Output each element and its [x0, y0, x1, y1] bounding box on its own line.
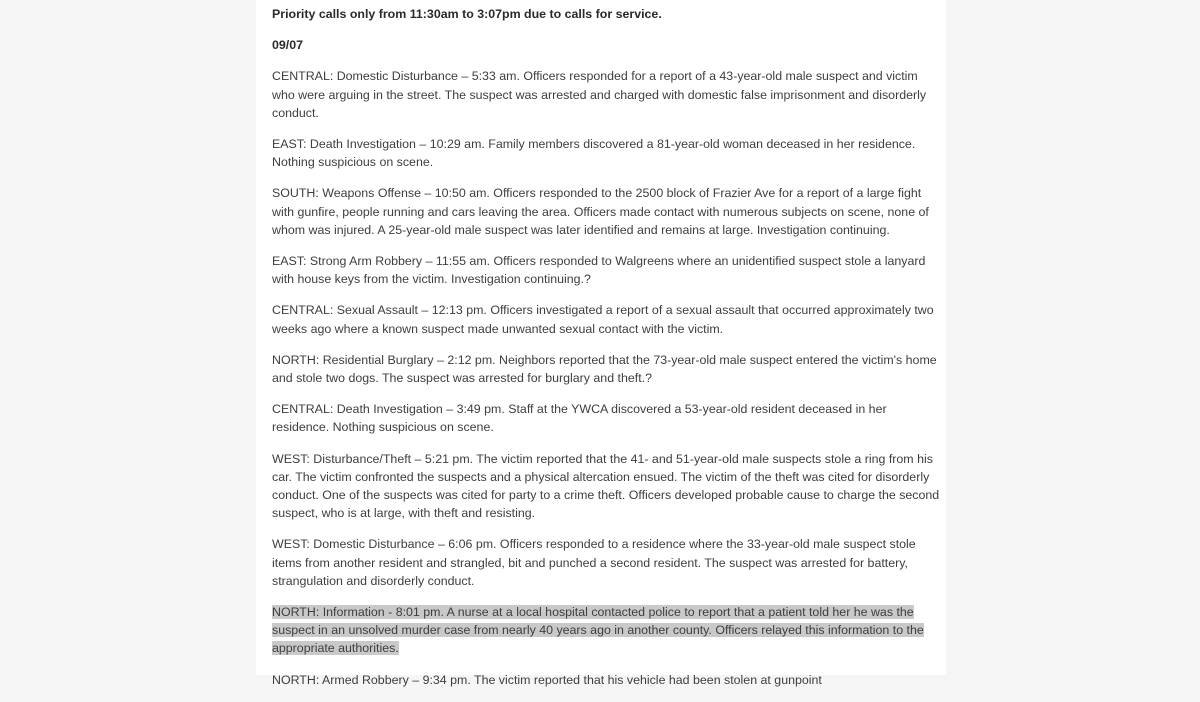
incident-entry: WEST: Disturbance/Theft – 5:21 pm. The victim reported that the 41- and 51-year-old male suspects stole a ring from his car. The victim confronted the suspects and a physical altercation ensued. The victim of the theft was cited for disorderly conduct. One of the suspects was cited for party to a crime theft. Officers developed probable cause to charge the second suspect, who is at large, with theft and resisting.: [272, 451, 940, 521]
text-selection-highlight: NORTH: Information - 8:01 pm. A nurse at a local hospital contacted police to report that a patient told her he was the suspect in an unsolved murder case from nearly 40 years ago in another county. Officers relayed this information to the appropriate authorities.: [272, 605, 924, 656]
incident-log: [272, 5, 940, 702]
incident-entry: EAST: Death Investigation – 10:29 am. Family members discovered a 81-year-old woman deceased in her residence. Nothing suspicious on scene.: [272, 137, 916, 170]
priority-notice: Priority calls only from 11:30am to 3:07pm due to calls for service.: [272, 7, 662, 21]
incident-entry: SOUTH: Weapons Offense – 10:50 am. Officers responded to the 2500 block of Frazier Ave for a report of a large fight with gunfire, people running and cars leaving the area. Officers made contact with numerous subjects on scene, none of whom was injured. A 25-year-old male suspect was later identified and remains at large. Investigation continuing.: [272, 186, 929, 237]
incident-entry-partial: NORTH: Armed Robbery – 9:34 pm. The victim reported that his vehicle had been stolen at gunpoint: [272, 672, 822, 687]
incident-entry: CENTRAL: Death Investigation – 3:49 pm. Staff at the YWCA discovered a 53-year-old resident deceased in her residence. Nothing suspicious on scene.: [272, 402, 887, 435]
incident-entry: CENTRAL: Sexual Assault – 12:13 pm. Officers investigated a report of a sexual assault that occurred approximately two weeks ago where a known suspect made unwanted sexual contact with the victim.: [272, 303, 934, 336]
incident-entry: EAST: Strong Arm Robbery – 11:55 am. Officers responded to Walgreens where an unidentified suspect stole a lanyard with house keys from the victim. Investigation continuing.?: [272, 254, 926, 287]
date-heading: 09/07: [272, 38, 304, 53]
incident-entry: NORTH: Residential Burglary – 2:12 pm. Neighbors reported that the 73-year-old male suspect entered the victim's home and stole two dogs. The suspect was arrested for burglary and theft.?: [272, 352, 937, 386]
document-page: [256, 0, 946, 687]
incident-entry: WEST: Domestic Disturbance – 6:06 pm. Officers responded to a residence where the 33-year-old male suspect stole items from another resident and strangled, bit and punched a second resident. The suspect was arrested for battery, strangulation and disorderly conduct.: [272, 537, 916, 588]
incident-entry: CENTRAL: Domestic Disturbance – 5:33 am. Officers responded for a report of a 43-year-old male suspect and victim who were arguing in the street. The suspect was arrested and charged with domestic false imprisonment and disorderly conduct.: [272, 69, 927, 120]
highlighted-incident-entry: [272, 603, 940, 658]
